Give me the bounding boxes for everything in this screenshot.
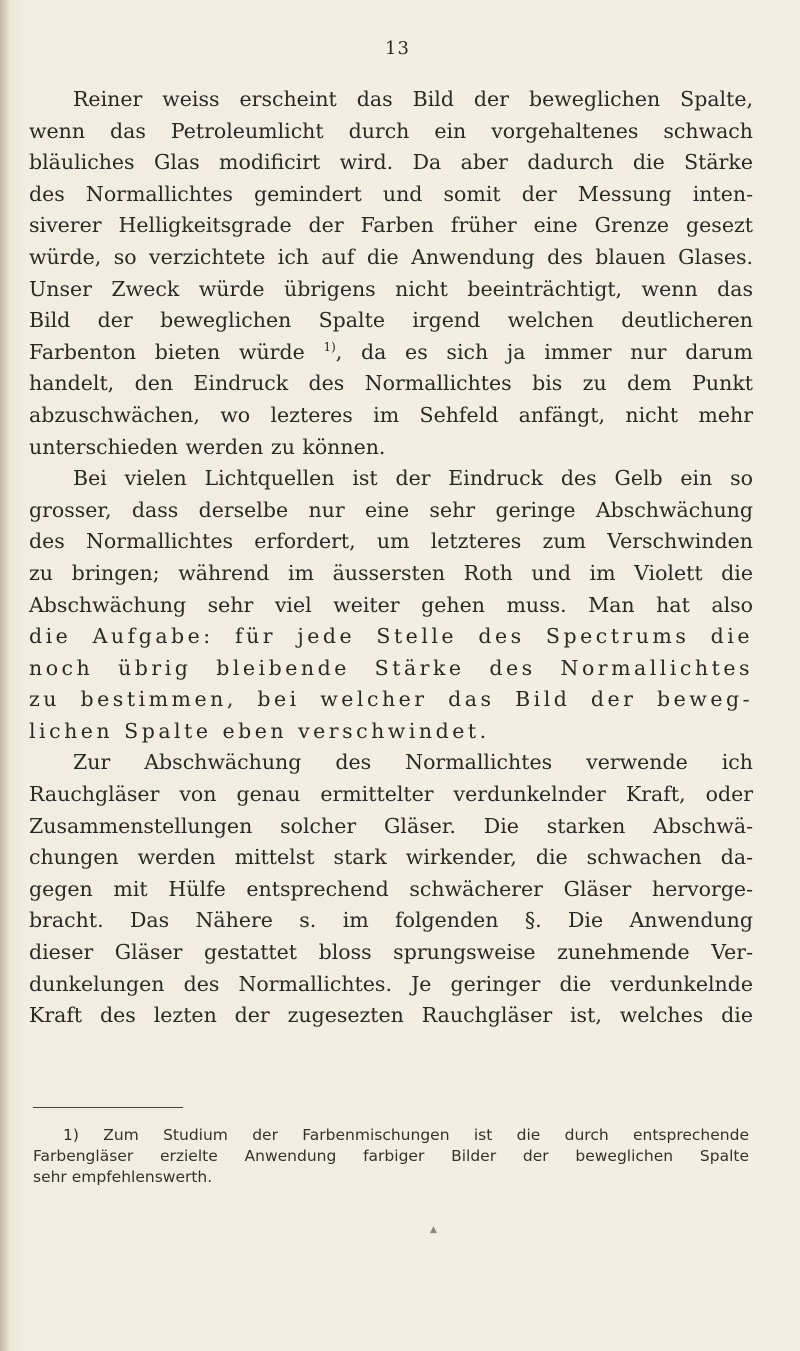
footnote-line: sehr empfehlenswerth. [33,1168,213,1186]
scan-speck: ▲ [430,1225,437,1235]
text-line: siverer Helligkeitsgrade der Farben früher eine Grenze gesezt [29,213,753,238]
text-line: bläuliches Glas modificirt wird. Da aber dadurch die Stärke [29,150,753,175]
footnote-reference: 1) [323,339,336,354]
text-line: grosser, dass derselbe nur eine sehr geringe Abschwächung [29,497,753,522]
text-line: handelt, den Eindruck des Normallichtes bis zu dem Punkt [29,371,753,396]
text-line: wenn das Petroleumlicht durch ein vorgehaltenes schwach [29,118,753,143]
text-line: lichen Spalte eben verschwindet. [29,718,490,743]
text-line: Kraft des lezten der zugesezten Rauchgläser ist, welches die [29,1003,753,1028]
text-line: des Normallichtes gemindert und somit der Messung inten- [29,181,753,206]
gutter-shadow [0,0,10,1351]
footnote-divider [33,1107,183,1108]
text-line: noch übrig bleibende Stärke des Normallichtes [29,655,753,680]
text-line: würde, so verzichtete ich auf die Anwendung des blauen Glases. [29,244,753,269]
page-number: 13 [385,38,410,59]
text-line: Abschwächung sehr viel weiter gehen muss. Man hat also [29,592,753,617]
footnote-line: Farbengläser erzielte Anwendung farbiger Bilder der beweglichen Spalte [33,1147,749,1165]
text-line: Zusammenstellungen solcher Gläser. Die starken Abschwä- [29,813,753,838]
body-text [29,84,753,1032]
text-line: dieser Gläser gestattet bloss sprungsweise zunehmende Ver- [29,940,753,965]
text-line: chungen werden mittelst stark wirkender, die schwachen da- [29,845,753,870]
text-line: zu bringen; während im äussersten Roth und im Violett die [29,560,753,585]
text-segment: Farbenton bieten würde [29,339,305,364]
text-line: Unser Zweck würde übrigens nicht beeinträchtigt, wenn das [29,276,753,301]
text-line: bracht. Das Nähere s. im folgenden §. Die Anwendung [29,908,753,933]
text-line [29,337,753,369]
text-line: gegen mit Hülfe entsprechend schwächerer Gläser hervorge- [29,876,753,901]
text-line: die Aufgabe: für jede Stelle des Spectrums die [29,624,753,649]
text-line: Rauchgläser von genau ermittelter verdunkelnder Kraft, oder [29,782,753,807]
footnote-line: 1) Zum Studium der Farbenmischungen ist die durch entsprechende [63,1126,749,1144]
text-line: Bild der beweglichen Spalte irgend welchen deutlicheren [29,308,753,333]
text-line: unterschieden werden zu können. [29,434,386,459]
text-line: Bei vielen Lichtquellen ist der Eindruck des Gelb ein so [73,466,753,491]
text-line: Zur Abschwächung des Normallichtes verwende ich [73,750,753,775]
text-line: Reiner weiss erscheint das Bild der beweglichen Spalte, [73,87,753,111]
footnote [33,1125,749,1188]
text-line: des Normallichtes erfordert, um letzteres zum Verschwinden [29,529,753,554]
text-line: dunkelungen des Normallichtes. Je geringer die verdunkelnde [29,971,753,996]
text-line: abzuschwächen, wo lezteres im Sehfeld anfängt, nicht mehr [29,402,753,427]
text-segment: , da es sich ja immer nur darum [335,339,753,364]
text-line: zu bestimmen, bei welcher das Bild der beweg- [29,687,753,712]
